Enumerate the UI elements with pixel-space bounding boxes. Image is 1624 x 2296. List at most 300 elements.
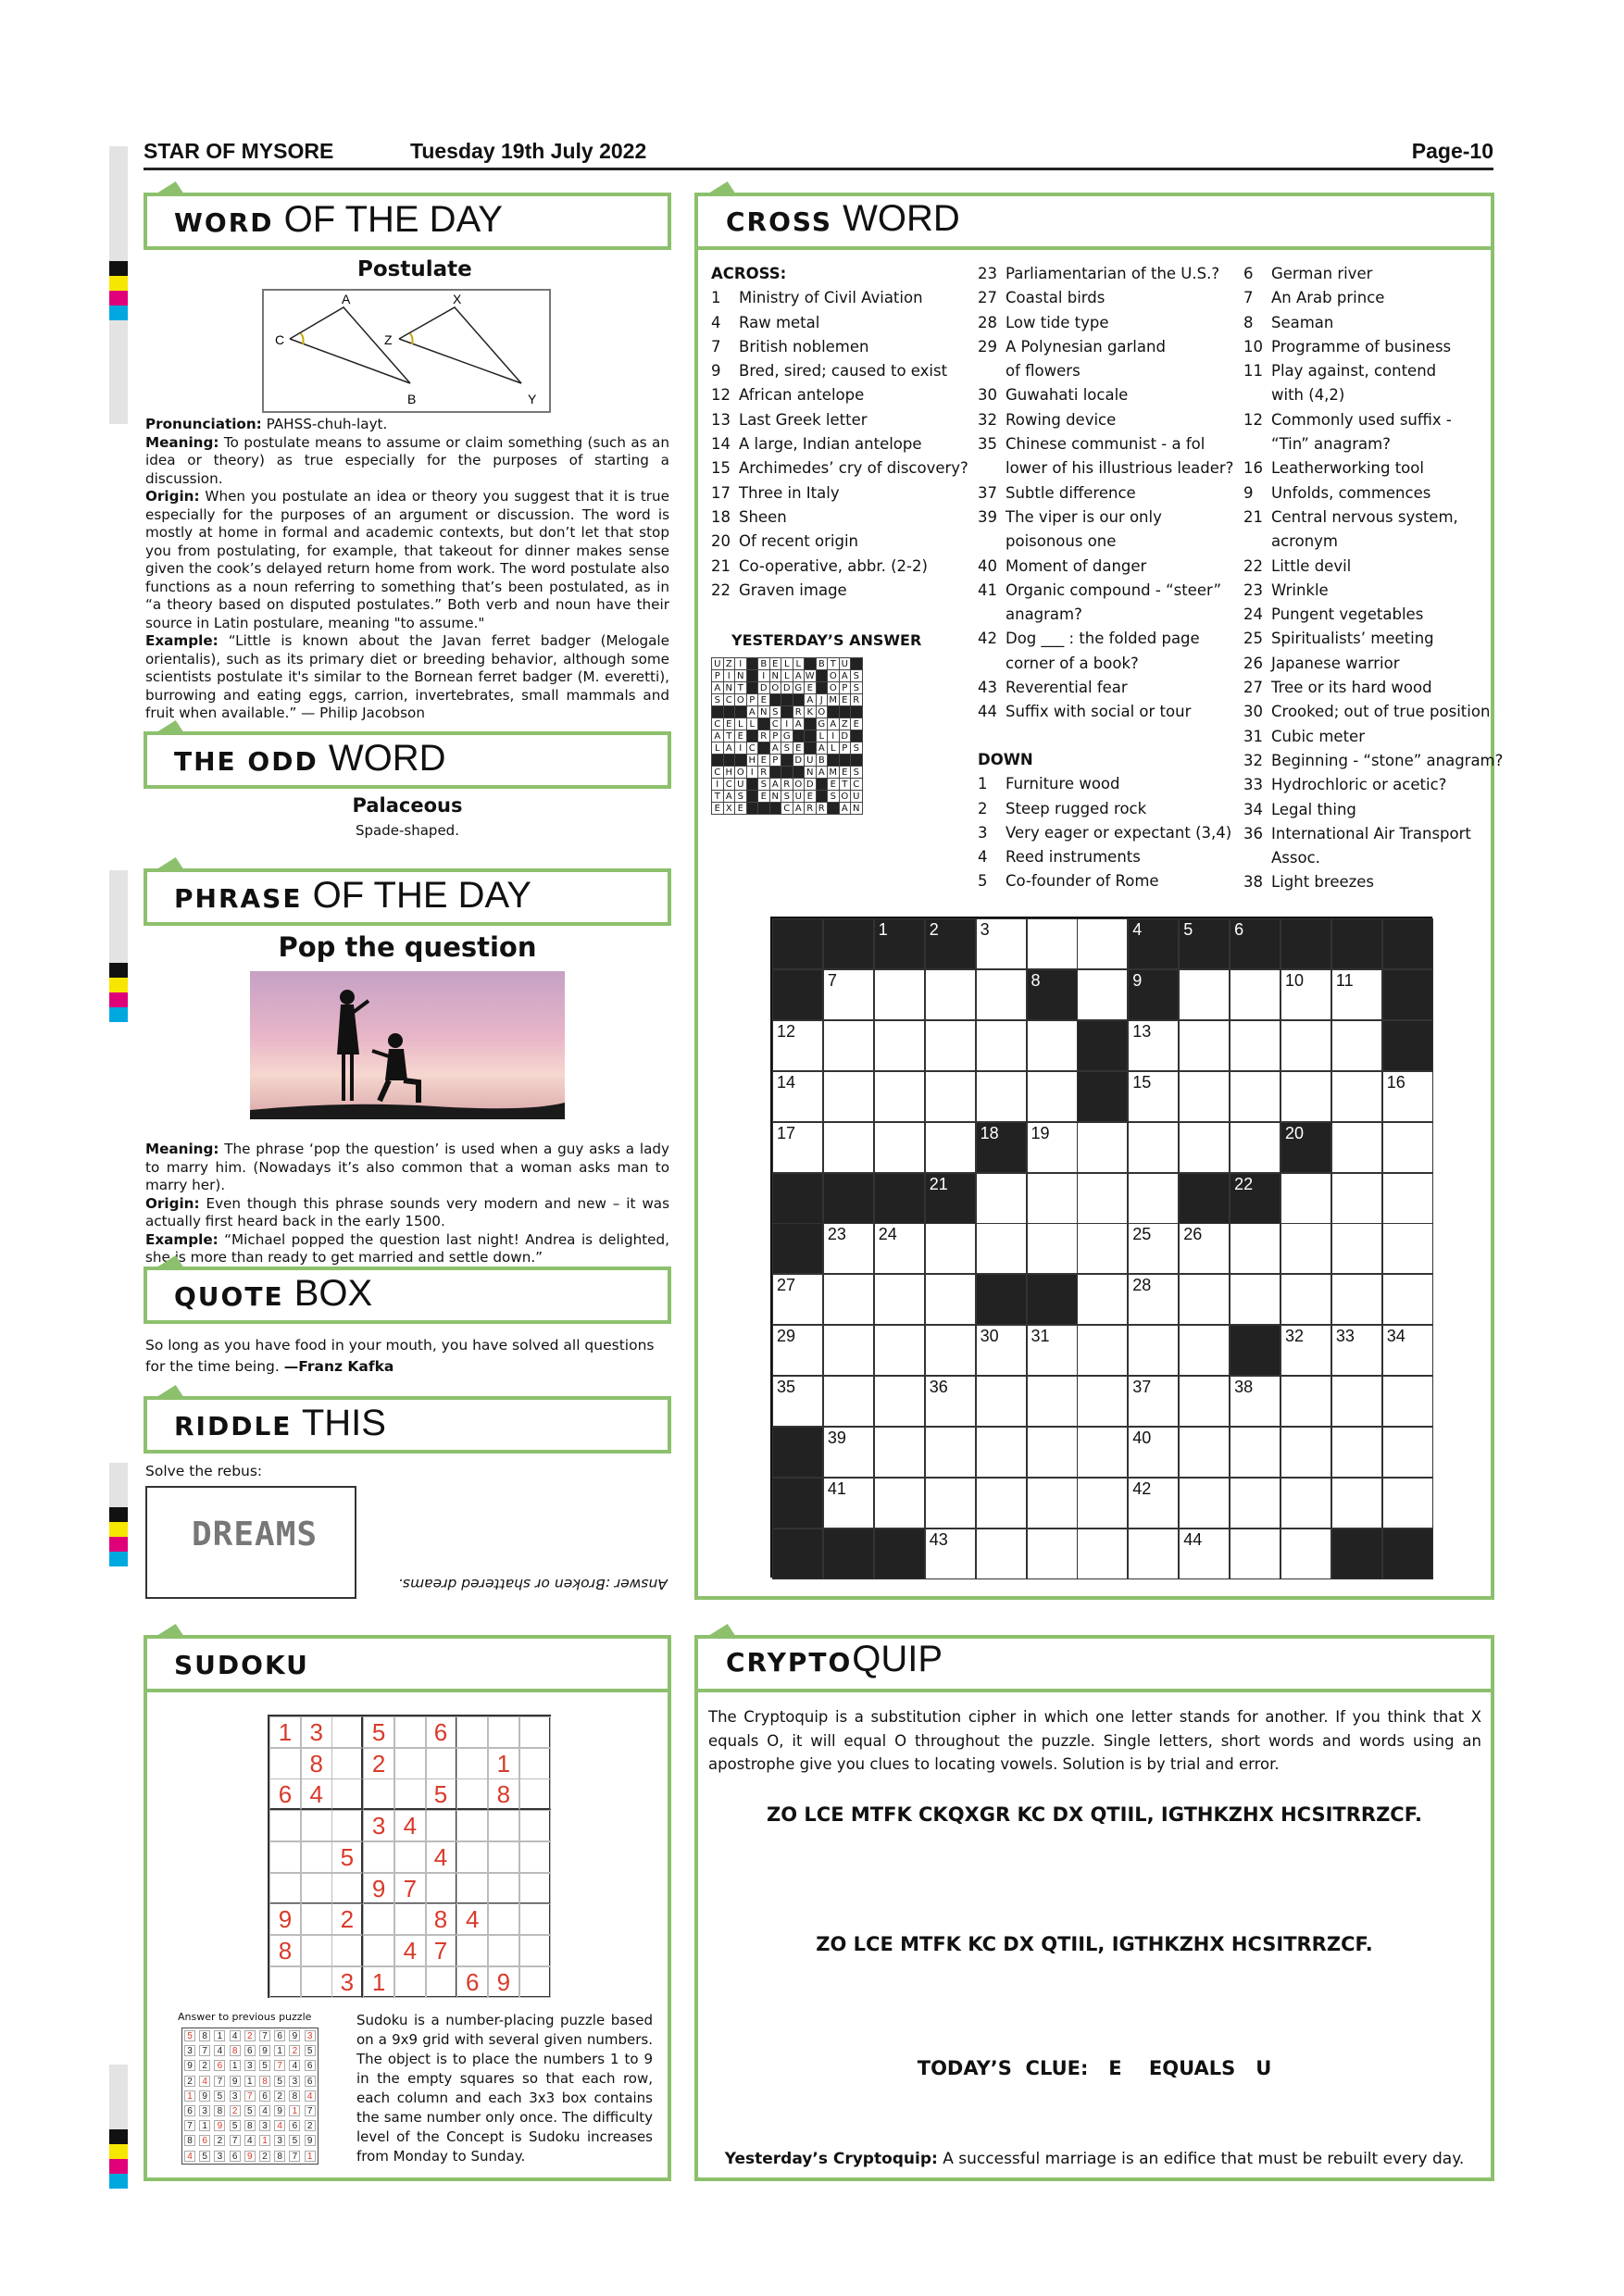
answer-cell: 2 [199,2060,210,2071]
sudoku-cell[interactable] [519,1778,551,1810]
odd-word: Palaceous [352,794,463,817]
crossword-cell[interactable] [1230,1529,1280,1579]
crossword-cell[interactable] [1179,1122,1230,1173]
sudoku-cell[interactable] [394,1716,426,1748]
crossword-cell[interactable] [925,1020,976,1071]
sudoku-cell[interactable]: 1 [363,1966,394,1998]
crossword-cell[interactable] [772,1376,823,1427]
black-square [1331,918,1382,969]
crossword-cell[interactable] [874,1122,925,1173]
sudoku-cell[interactable] [488,1903,519,1935]
clue-item [711,505,968,530]
answer-cell [712,755,724,767]
crossword-cell[interactable] [1230,1122,1280,1173]
down-label: DOWN [978,751,1033,768]
sudoku-cell[interactable] [363,1903,394,1935]
crossword-cell[interactable] [1331,1223,1382,1274]
sudoku-cell[interactable]: 6 [426,1716,457,1748]
crossword-cell[interactable] [976,1376,1027,1427]
crossword-cell[interactable] [1331,1325,1382,1376]
answer-cell: 7 [274,2060,285,2071]
answer-cell [839,755,851,767]
sudoku-cell[interactable]: 8 [269,1935,301,1966]
sudoku-cell[interactable] [301,1966,332,1998]
sudoku-cell[interactable] [269,1748,301,1779]
answer-cell: C [781,803,793,815]
answer-cell: 5 [305,2045,316,2056]
sudoku-cell[interactable]: 3 [363,1810,394,1841]
down-col3 [1243,262,1503,895]
crossword-cell[interactable] [823,1020,874,1071]
crossword-cell[interactable] [1280,1427,1331,1478]
answer-cell: C [723,779,735,791]
sudoku-cell[interactable] [426,1810,457,1841]
sudoku-cell[interactable] [488,1716,519,1748]
crossword-cell[interactable] [1331,1427,1382,1478]
crossword-cell[interactable] [1027,1122,1078,1173]
cell-number: 10 [1285,970,1305,990]
answer-cell: N [851,803,863,815]
sudoku-cell[interactable] [456,1716,488,1748]
sudoku-cell[interactable] [456,1935,488,1966]
crossword-cell[interactable] [1179,1071,1230,1122]
sudoku-cell[interactable]: 2 [363,1748,394,1779]
black-square [1331,1529,1382,1579]
crossword-cell[interactable] [925,1274,976,1325]
crossword-cell[interactable] [1280,969,1331,1020]
sudoku-cell[interactable] [269,1810,301,1841]
clue-text: anagram? [1006,605,1082,624]
sudoku-cell[interactable]: 3 [331,1966,363,1998]
crossword-cell[interactable] [1280,1223,1331,1274]
sudoku-cell[interactable]: 4 [394,1810,426,1841]
crossword-cell[interactable] [823,1325,874,1376]
crossword-cell[interactable] [1027,1478,1078,1529]
crossword-cell[interactable] [976,1478,1027,1529]
crossword-cell[interactable] [1230,1071,1280,1122]
crossword-cell[interactable] [976,1223,1027,1274]
crossword-cell[interactable] [1077,1223,1128,1274]
crossword-cell[interactable] [1331,969,1382,1020]
sudoku-cell[interactable] [456,1873,488,1904]
crossword-cell[interactable] [1027,1173,1078,1224]
sudoku-cell[interactable]: 8 [488,1778,519,1810]
sudoku-cell[interactable] [269,1966,301,1998]
crossword-cell[interactable] [772,1274,823,1325]
answer-cell [781,706,793,718]
sudoku-cell[interactable] [301,1810,332,1841]
sudoku-cell[interactable] [269,1873,301,1904]
answer-cell: H [723,767,735,779]
answer-cell: N [758,706,770,718]
crossword-cell[interactable] [772,1122,823,1173]
crossword-cell[interactable] [1230,1427,1280,1478]
answer-cell: S [851,767,863,779]
crossword-cell[interactable] [874,1427,925,1478]
sudoku-cell[interactable] [519,1966,551,1998]
answer-cell: 4 [259,2105,270,2116]
answer-cell: 7 [244,2090,256,2102]
color-strip-marks [109,963,128,1022]
crossword-cell[interactable] [976,1325,1027,1376]
sudoku-cell[interactable]: 5 [363,1716,394,1748]
crossword-cell[interactable] [1331,1071,1382,1122]
crossword-cell[interactable] [874,1071,925,1122]
crossword-cell[interactable] [772,1325,823,1376]
clue-text: lower of his illustrious leader? [1006,459,1234,478]
crossword-cell[interactable] [1027,1071,1078,1122]
crossword-cell[interactable] [1382,1071,1433,1122]
crossword-cell[interactable] [925,1122,976,1173]
clue-item [1243,870,1503,894]
answer-cell: R [758,730,770,742]
crossword-cell[interactable] [1331,1122,1382,1173]
cell-number: 1 [878,920,888,939]
sudoku-cell[interactable]: 4 [301,1778,332,1810]
crossword-cell[interactable] [1280,1274,1331,1325]
issue-date: Tuesday 19th July 2022 [410,139,647,163]
crossword-cell[interactable] [925,1478,976,1529]
answer-cell: 6 [199,2135,210,2146]
black-square [772,918,823,969]
sudoku-cell[interactable] [331,1748,363,1779]
crossword-cell[interactable] [1382,1173,1433,1224]
answer-cell: A [793,718,805,730]
sudoku-cell[interactable]: 5 [331,1841,363,1873]
clue-item [1243,505,1503,530]
clue-text: Leatherworking tool [1271,459,1424,478]
sudoku-cell[interactable] [519,1873,551,1904]
crossword-cell[interactable] [823,969,874,1020]
crossword-cell[interactable] [874,1325,925,1376]
crossword-cell[interactable] [823,1376,874,1427]
crossword-cell[interactable] [1128,1325,1179,1376]
color-strip-marks [109,2129,128,2189]
crossword-cell[interactable] [925,1071,976,1122]
crossword-cell[interactable] [1179,1274,1230,1325]
sudoku-cell[interactable] [488,1841,519,1873]
answer-cell: 3 [259,2120,270,2131]
sudoku-cell[interactable] [488,1810,519,1841]
crossword-cell[interactable] [1077,1122,1128,1173]
crossword-cell[interactable] [1027,1223,1078,1274]
crossword-cell[interactable] [925,969,976,1020]
crossword-cell[interactable] [1280,1376,1331,1427]
crossword-cell[interactable] [1382,1427,1433,1478]
crossword-cell[interactable] [1077,1173,1128,1224]
crossword-cell[interactable] [925,1223,976,1274]
crossword-cell[interactable] [976,969,1027,1020]
sudoku-cell[interactable]: 4 [456,1903,488,1935]
sudoku-cell[interactable]: 7 [394,1873,426,1904]
crossword-cell[interactable] [1077,969,1128,1020]
crossword-cell[interactable] [874,969,925,1020]
crossword-cell[interactable] [823,1122,874,1173]
answer-cell: 8 [214,2105,225,2116]
crossword-cell[interactable] [1382,1223,1433,1274]
sudoku-cell[interactable] [301,1841,332,1873]
crossword-cell[interactable] [1027,1376,1078,1427]
sudoku-cell[interactable]: 3 [301,1716,332,1748]
sudoku-cell[interactable] [394,1778,426,1810]
sudoku-cell[interactable] [519,1841,551,1873]
answer-cell: 3 [305,2030,316,2041]
crossword-cell[interactable] [1128,1071,1179,1122]
clue-number: 26 [1243,654,1263,672]
crossword-cell[interactable] [1027,1325,1078,1376]
sudoku-cell[interactable] [519,1903,551,1935]
crossword-cell[interactable] [1027,918,1078,969]
crossword-cell[interactable] [1382,1376,1433,1427]
crossword-cell[interactable] [1027,1427,1078,1478]
sudoku-cell[interactable] [426,1873,457,1904]
crossword-cell[interactable] [823,1223,874,1274]
crossword-cell[interactable] [1280,1173,1331,1224]
crossword-cell[interactable] [1331,1274,1382,1325]
crossword-cell[interactable] [772,1020,823,1071]
crossword-cell[interactable] [823,1427,874,1478]
clue-text: Ministry of Civil Aviation [739,289,923,307]
sudoku-cell[interactable] [331,1935,363,1966]
sudoku-cell[interactable]: 9 [488,1966,519,1998]
crossword-cell[interactable] [1382,1478,1433,1529]
crossword-cell[interactable] [1128,1274,1179,1325]
black-square [823,918,874,969]
crossword-cell[interactable] [1179,1427,1230,1478]
crossword-cell[interactable] [1179,1223,1230,1274]
crossword-cell[interactable] [1331,1376,1382,1427]
sudoku-cell[interactable] [519,1716,551,1748]
crossword-cell[interactable] [1128,1122,1179,1173]
crossword-cell[interactable] [1077,1325,1128,1376]
crossword-cell[interactable] [772,1071,823,1122]
crossword-cell[interactable] [925,1376,976,1427]
black-square [1382,1529,1433,1579]
answer-cell: E [793,742,805,755]
crossword-cell[interactable] [1179,1529,1230,1579]
sudoku-cell[interactable] [519,1935,551,1966]
clue-number: 28 [978,313,997,331]
sudoku-cell[interactable] [331,1716,363,1748]
sudoku-cell[interactable] [488,1935,519,1966]
sudoku-cell[interactable] [456,1778,488,1810]
answer-cell: O [828,670,840,682]
sudoku-cell[interactable] [426,1966,457,1998]
crossword-cell[interactable] [1280,1325,1331,1376]
crossword-cell[interactable] [1280,1478,1331,1529]
clue-text: Of recent origin [739,532,858,551]
crossword-cell[interactable] [823,1071,874,1122]
crossword-cell[interactable] [976,1173,1027,1224]
crossword-cell[interactable] [1382,1325,1433,1376]
crossword-cell[interactable] [1128,1376,1179,1427]
crossword-cell[interactable] [1179,1325,1230,1376]
answer-cell: C [723,694,735,706]
clue-number: 9 [711,362,721,381]
answer-cell: 2 [259,2151,270,2162]
crossword-cell[interactable] [1331,1020,1382,1071]
sudoku-cell[interactable] [394,1841,426,1873]
sudoku-cell[interactable]: 1 [269,1716,301,1748]
sudoku-cell[interactable] [488,1873,519,1904]
cell-number: 9 [1132,970,1143,990]
crossword-cell[interactable] [823,1274,874,1325]
sudoku-cell[interactable] [331,1778,363,1810]
sudoku-cell[interactable] [363,1935,394,1966]
clue-item [1243,432,1503,456]
clue-text: Three in Italy [739,483,840,502]
crossword-cell[interactable] [1077,1478,1128,1529]
sudoku-cell[interactable]: 6 [269,1778,301,1810]
clue-item [1243,456,1503,480]
crossword-cell[interactable] [1179,1020,1230,1071]
answer-cell: 1 [289,2105,300,2116]
crossword-cell[interactable] [1077,1529,1128,1579]
answer-cell: 5 [184,2030,195,2041]
crossword-cell[interactable] [823,1478,874,1529]
sudoku-cell[interactable]: 9 [363,1873,394,1904]
crossword-cell[interactable] [1230,1020,1280,1071]
crossword-cell[interactable] [1280,1529,1331,1579]
clue-item [1243,700,1503,724]
label-x: X [453,292,462,306]
sudoku-cell[interactable] [331,1810,363,1841]
clue-text: Assoc. [1271,849,1320,867]
sudoku-cell[interactable] [269,1841,301,1873]
crossword-cell[interactable] [874,1478,925,1529]
clue-number: 35 [978,435,997,454]
crossword-cell[interactable] [1179,1478,1230,1529]
crossword-cell[interactable] [874,1223,925,1274]
sudoku-cell[interactable]: 8 [426,1903,457,1935]
sudoku-cell[interactable]: 7 [426,1935,457,1966]
sudoku-cell[interactable]: 8 [301,1748,332,1779]
crossword-cell[interactable] [1382,1122,1433,1173]
crossword-cell[interactable] [1230,969,1280,1020]
clue-item [711,530,968,554]
crossword-cell[interactable] [1230,1223,1280,1274]
sudoku-cell[interactable]: 6 [456,1966,488,1998]
answer-cell: L [816,730,828,742]
crossword-cell[interactable] [1027,1529,1078,1579]
cryptoquip-line2: ZO LCE MTFK KC DX QTIIL, IGTHKZHX HCSITRRZCF. [816,1933,1373,1955]
sudoku-cell[interactable]: 5 [426,1778,457,1810]
answer-cell: C [746,742,758,755]
crossword-cell[interactable] [1230,1376,1280,1427]
crossword-cell[interactable] [1280,1020,1331,1071]
clue-text: Chinese communist - a fol [1006,435,1206,454]
clue-number: 7 [711,337,721,356]
sudoku-cell[interactable]: 9 [269,1903,301,1935]
sudoku-cell[interactable] [519,1810,551,1841]
crossword-cell[interactable] [1128,1478,1179,1529]
clue-item [978,505,1233,530]
crossword-cell[interactable] [1077,918,1128,969]
crossword-cell[interactable] [1179,969,1230,1020]
sudoku-cell[interactable] [426,1748,457,1779]
across-col2 [978,262,1233,725]
crossword-cell[interactable] [925,1325,976,1376]
crossword-cell[interactable] [976,1427,1027,1478]
crossword-cell[interactable] [1382,1274,1433,1325]
answer-cell: 4 [199,2076,210,2087]
cryptoquip-title: CRYPTOQUIP [726,1639,943,1679]
sudoku-cell[interactable] [394,1748,426,1779]
crossword-cell[interactable] [1280,1071,1331,1122]
clue-number: 33 [1243,776,1263,794]
sudoku-cell[interactable] [394,1966,426,1998]
answer-cell [746,670,758,682]
odd-title: THE ODD WORD [174,738,446,779]
clue-number: 17 [711,483,731,502]
sudoku-cell[interactable]: 4 [426,1841,457,1873]
crossword-cell[interactable] [1027,1020,1078,1071]
answer-cell: 1 [199,2120,210,2131]
sudoku-cell[interactable]: 2 [331,1903,363,1935]
answer-cell: U [805,755,817,767]
crossword-cell[interactable] [1331,1173,1382,1224]
crossword-cell[interactable] [874,1376,925,1427]
sudoku-cell[interactable] [301,1903,332,1935]
sudoku-cell[interactable] [363,1841,394,1873]
crossword-cell[interactable] [976,1529,1027,1579]
sudoku-cell[interactable] [456,1810,488,1841]
crossword-cell[interactable] [976,1071,1027,1122]
sudoku-cell[interactable]: 1 [488,1748,519,1779]
crossword-cell[interactable] [1331,1478,1382,1529]
crossword-cell[interactable] [925,1529,976,1579]
answer-cell [781,767,793,779]
answer-cell [769,694,781,706]
crossword-cell[interactable] [1128,1223,1179,1274]
crossword-cell[interactable] [1077,1274,1128,1325]
crossword-cell[interactable] [1230,1274,1280,1325]
cell-number: 19 [1031,1123,1050,1142]
crossword-cell[interactable] [925,1427,976,1478]
crossword-cell[interactable] [1230,1478,1280,1529]
sudoku-cell[interactable] [519,1748,551,1779]
sudoku-cell[interactable] [363,1778,394,1810]
crossword-cell[interactable] [1077,1427,1128,1478]
sudoku-cell[interactable]: 4 [394,1935,426,1966]
sudoku-cell[interactable] [331,1873,363,1904]
sudoku-cell[interactable] [456,1841,488,1873]
sudoku-cell[interactable] [301,1873,332,1904]
crossword-cell[interactable] [1128,1529,1179,1579]
crossword-cell[interactable] [874,1274,925,1325]
crossword-cell[interactable] [1179,1376,1230,1427]
phrase-body: Meaning: The phrase ‘pop the question’ is used when a guy asks a lady to marry him. (Nowadays it’s also common that a woman asks man to marry her). Origin: Even though this phrase sounds very modern and new – it was actually first heard back in the early 1500. Example: “Michael popped the question last night! Andrea is delighted, she is more than ready to get married and settle down.” [145,1141,669,1266]
crossword-cell[interactable] [976,918,1027,969]
sudoku-cell[interactable] [301,1935,332,1966]
clue-text: Steep rugged rock [1006,799,1147,817]
answer-cell: L [746,718,758,730]
clue-item [978,603,1233,627]
cell-number: 18 [980,1123,999,1142]
crossword-cell[interactable] [1128,1173,1179,1224]
answer-cell: L [828,742,840,755]
sudoku-cell[interactable] [394,1903,426,1935]
black-square [1280,1122,1331,1173]
clue-item [711,481,968,505]
sudoku-cell[interactable] [456,1748,488,1779]
crossword-cell[interactable] [874,1020,925,1071]
crossword-cell[interactable] [1128,1020,1179,1071]
crossword-cell[interactable] [1128,1427,1179,1478]
crossword-cell[interactable] [1077,1376,1128,1427]
crossword-cell[interactable] [976,1020,1027,1071]
clue-item [978,383,1233,407]
